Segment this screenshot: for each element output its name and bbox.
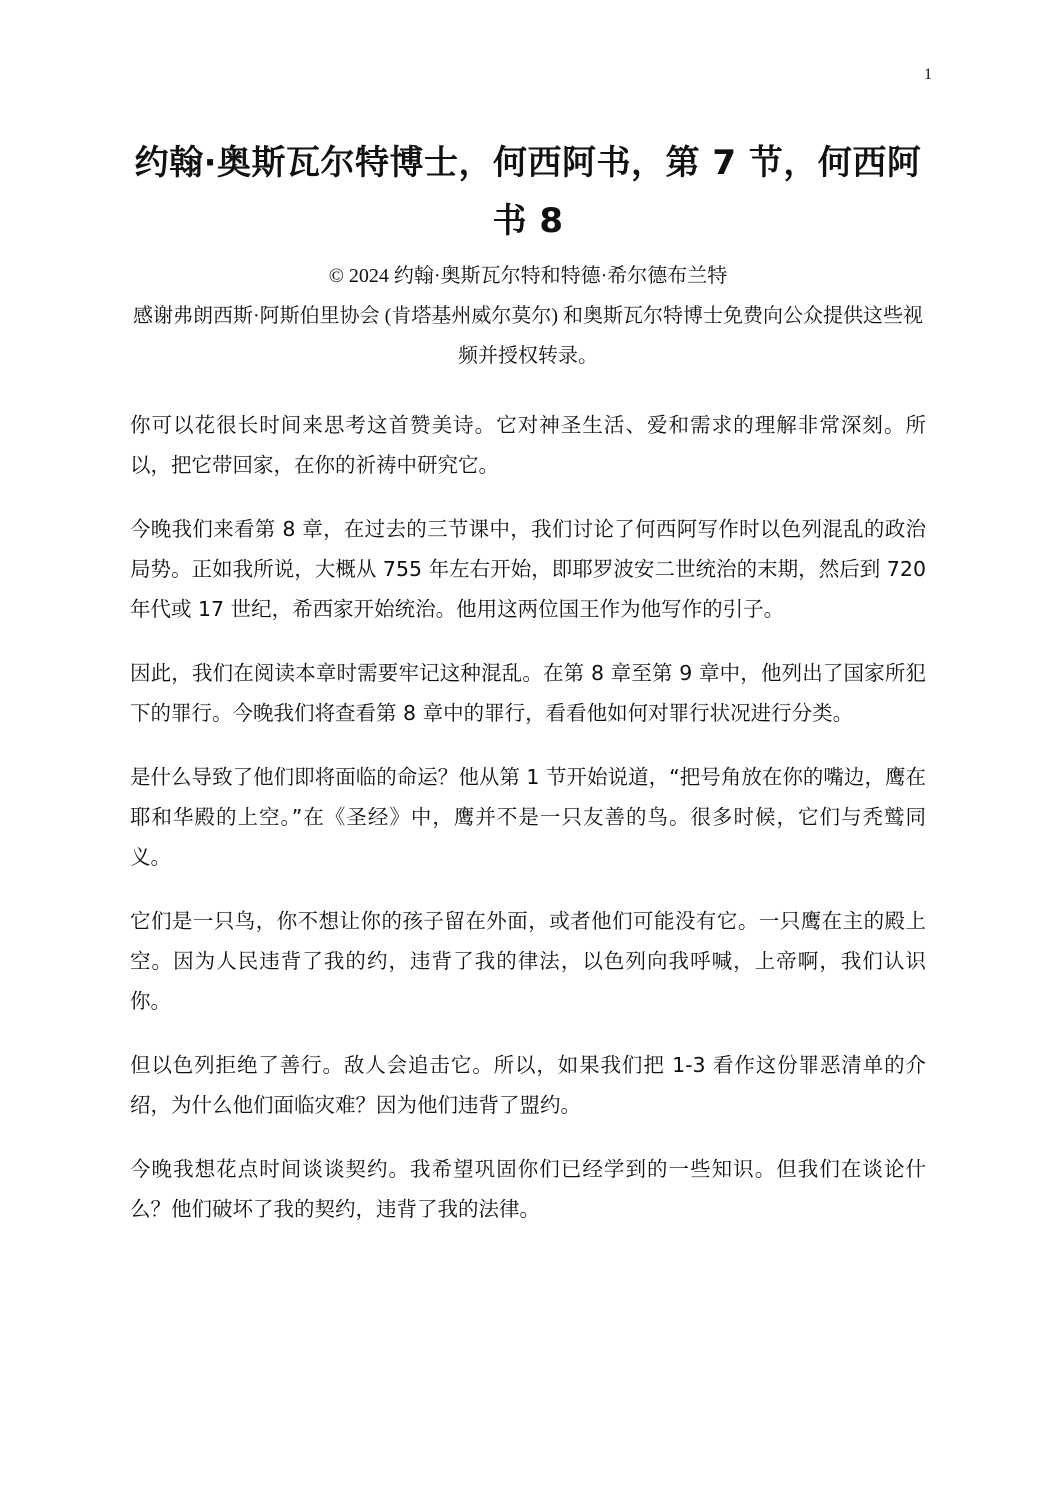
- paragraph: 但以色列拒绝了善行。敌人会追击它。所以，如果我们把 1-3 看作这份罪恶清单的介绍，为什么他们面临灾难？因为他们违背了盟约。: [130, 1053, 926, 1117]
- copyright-line: © 2024 约翰·奥斯瓦尔特和特德·希尔德布兰特: [328, 265, 728, 287]
- paragraph: 今晚我想花点时间谈谈契约。我希望巩固你们已经学到的一些知识。但我们在谈论什么？他们破坏了我的契约，违背了我的法律。: [130, 1157, 926, 1221]
- body-text: [130, 405, 926, 1229]
- acknowledgement-line: 感谢弗朗西斯·阿斯伯里协会 (肯塔基州威尔莫尔) 和奥斯瓦尔特博士免费向公众提供这些视频并授权转录。: [133, 305, 923, 367]
- document-title: 约翰·奥斯瓦尔特博士，何西阿书，第 7 节，何西阿书 8: [134, 143, 922, 241]
- page-number: 1: [924, 66, 932, 83]
- document-meta: [130, 256, 926, 376]
- paragraph: 是什么导致了他们即将面临的命运？他从第 1 节开始说道，“把号角放在你的嘴边，鹰在耶和华殿的上空。”在《圣经》中，鹰并不是一只友善的鸟。很多时候，它们与秃鹫同义。: [130, 765, 926, 869]
- paragraph: 因此，我们在阅读本章时需要牢记这种混乱。在第 8 章至第 9 章中，他列出了国家所犯下的罪行。今晚我们将查看第 8 章中的罪行，看看他如何对罪行状况进行分类。: [130, 661, 926, 725]
- paragraph: 今晚我们来看第 8 章，在过去的三节课中，我们讨论了何西阿写作时以色列混乱的政治局势。正如我所说，大概从 755 年左右开始，即耶罗波安二世统治的末期，然后到 720 年代或 17 世纪，希西家开始统治。他用这两位国王作为他写作的引子。: [130, 517, 926, 621]
- paragraph: 你可以花很长时间来思考这首赞美诗。它对神圣生活、爱和需求的理解非常深刻。所以，把它带回家，在你的祈祷中研究它。: [130, 413, 926, 477]
- paragraph: 它们是一只鸟，你不想让你的孩子留在外面，或者他们可能没有它。一只鹰在主的殿上空。因为人民违背了我的约，违背了我的律法，以色列向我呼喊，上帝啊，我们认识你。: [130, 909, 926, 1013]
